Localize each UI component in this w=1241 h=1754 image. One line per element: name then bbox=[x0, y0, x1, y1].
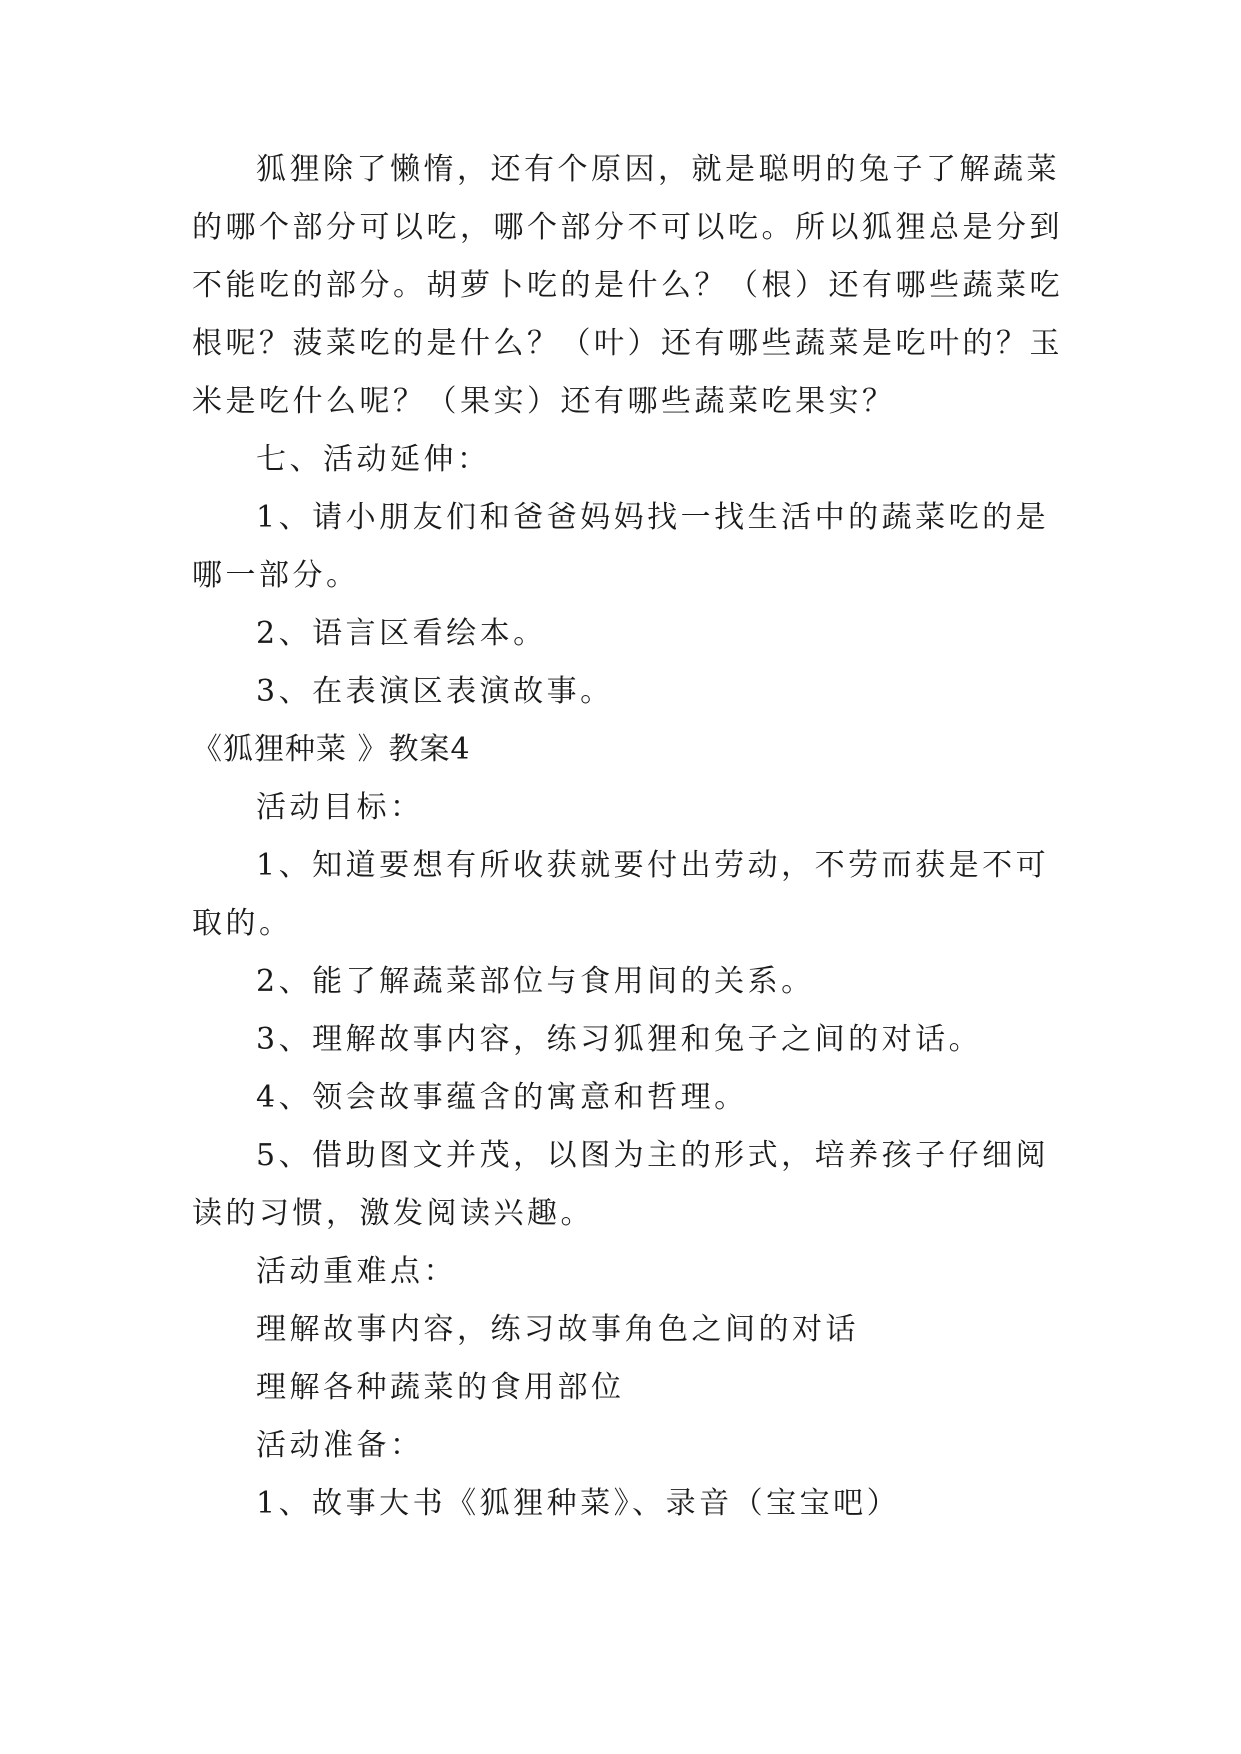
paragraph-line: 米是吃什么呢？（果实）还有哪些蔬菜吃果实？ bbox=[192, 384, 896, 419]
section-heading: 活动重难点： bbox=[256, 1254, 457, 1289]
list-item: 2、语言区看绘本。 bbox=[256, 616, 547, 651]
paragraph-line: 不能吃的部分。胡萝卜吃的是什么？（根）还有哪些蔬菜吃 bbox=[192, 268, 1063, 303]
paragraph-line: 狐狸除了懒惰，还有个原因，就是聪明的兔子了解蔬菜 bbox=[256, 152, 1060, 187]
list-item-continuation: 哪一部分。 bbox=[192, 558, 360, 593]
list-item: 3、理解故事内容，练习狐狸和兔子之间的对话。 bbox=[256, 1022, 983, 1057]
paragraph-line: 的哪个部分可以吃，哪个部分不可以吃。所以狐狸总是分到 bbox=[192, 210, 1063, 245]
paragraph-line: 根呢？菠菜吃的是什么？（叶）还有哪些蔬菜是吃叶的？玉 bbox=[192, 326, 1063, 361]
list-item: 5、借助图文并茂，以图为主的形式，培养孩子仔细阅 bbox=[256, 1138, 1050, 1173]
list-item: 1、故事大书《狐狸种菜》、录音（宝宝吧） bbox=[256, 1486, 901, 1521]
list-item: 2、能了解蔬菜部位与食用间的关系。 bbox=[256, 964, 815, 999]
list-item: 4、领会故事蕴含的寓意和哲理。 bbox=[256, 1080, 748, 1115]
paragraph-line: 理解故事内容，练习故事角色之间的对话 bbox=[256, 1312, 859, 1347]
list-item: 3、在表演区表演故事。 bbox=[256, 674, 614, 709]
list-item-continuation: 读的习惯，激发阅读兴趣。 bbox=[192, 1196, 594, 1231]
paragraph-line: 理解各种蔬菜的食用部位 bbox=[256, 1370, 625, 1405]
list-item: 1、知道要想有所收获就要付出劳动，不劳而获是不可 bbox=[256, 848, 1050, 883]
section-heading: 活动准备： bbox=[256, 1428, 424, 1463]
document-title: 《狐狸种菜 》教案4 bbox=[192, 732, 471, 767]
section-heading: 活动目标： bbox=[256, 790, 424, 825]
list-item: 1、请小朋友们和爸爸妈妈找一找生活中的蔬菜吃的是 bbox=[256, 500, 1050, 535]
section-heading: 七、活动延伸： bbox=[256, 442, 491, 477]
list-item-continuation: 取的。 bbox=[192, 906, 293, 941]
